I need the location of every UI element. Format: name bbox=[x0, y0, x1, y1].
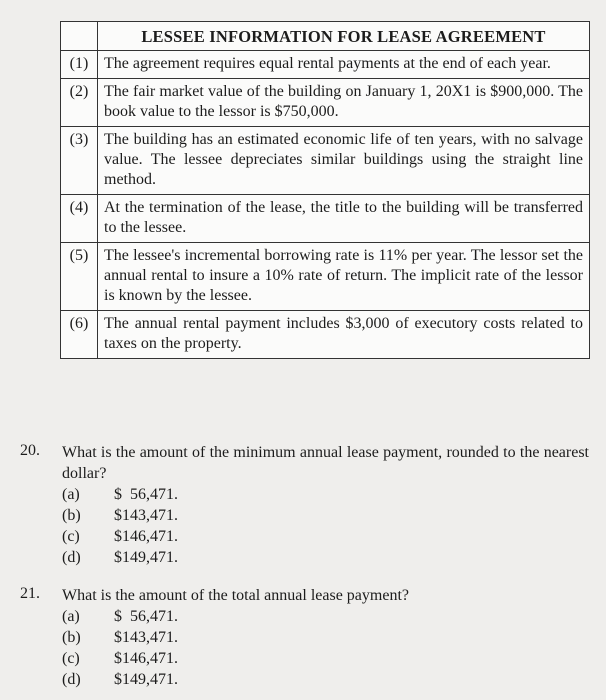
option-letter: (a) bbox=[62, 486, 80, 503]
answer-option bbox=[62, 526, 178, 547]
row-number: (5) bbox=[61, 243, 98, 311]
row-text: The annual rental payment includes $3,000 of executory costs related to taxes on the property. bbox=[98, 311, 590, 359]
option-letter: (d) bbox=[62, 549, 81, 566]
row-number: (6) bbox=[61, 311, 98, 359]
table-header-row bbox=[61, 22, 590, 51]
option-letter: (a) bbox=[62, 608, 80, 625]
question-number: 20. bbox=[20, 442, 40, 459]
row-text: The lessee's incremental borrowing rate is 11% per year. The lessor set the annual rental to insure a 10% rate of return. The implicit rate of the lessor is known by the lessee. bbox=[98, 243, 590, 311]
option-letter: (d) bbox=[62, 671, 81, 688]
option-value: $149,471. bbox=[114, 671, 178, 688]
option-value: $143,471. bbox=[114, 507, 178, 524]
table-row bbox=[61, 243, 590, 311]
answer-option bbox=[62, 627, 178, 648]
answer-option bbox=[62, 505, 178, 526]
answer-option bbox=[62, 547, 178, 568]
option-letter: (c) bbox=[62, 650, 80, 667]
row-text: The agreement requires equal rental payments at the end of each year. bbox=[98, 51, 590, 79]
table-header-blank-cell bbox=[61, 22, 98, 51]
table-row bbox=[61, 79, 590, 127]
option-value: $ 56,471. bbox=[114, 486, 178, 503]
row-text: The building has an estimated economic life of ten years, with no salvage value. The lessee depreciates similar buildings using the straight line method. bbox=[98, 127, 590, 195]
option-value: $143,471. bbox=[114, 629, 178, 646]
lessee-information-table bbox=[60, 21, 590, 359]
option-letter: (c) bbox=[62, 528, 80, 545]
option-letter: (b) bbox=[62, 629, 81, 646]
answer-option bbox=[62, 484, 178, 505]
option-value: $146,471. bbox=[114, 528, 178, 545]
option-value: $ 56,471. bbox=[114, 608, 178, 625]
question-text: What is the amount of the minimum annual lease payment, rounded to the nearest dollar? bbox=[62, 444, 589, 482]
table-title: LESSEE INFORMATION FOR LEASE AGREEMENT bbox=[98, 22, 590, 51]
option-value: $149,471. bbox=[114, 549, 178, 566]
row-number: (2) bbox=[61, 79, 98, 127]
option-letter: (b) bbox=[62, 507, 81, 524]
question-number: 21. bbox=[20, 585, 40, 602]
row-text: At the termination of the lease, the title to the building will be transferred to the lessee. bbox=[98, 195, 590, 243]
row-number: (4) bbox=[61, 195, 98, 243]
row-text: The fair market value of the building on January 1, 20X1 is $900,000. The book value to the lessor is $750,000. bbox=[98, 79, 590, 127]
row-number: (3) bbox=[61, 127, 98, 195]
table-row bbox=[61, 127, 590, 195]
answer-option bbox=[62, 648, 178, 669]
answer-option bbox=[62, 669, 178, 690]
answer-option bbox=[62, 606, 178, 627]
row-number: (1) bbox=[61, 51, 98, 79]
question-text: What is the amount of the total annual lease payment? bbox=[62, 587, 409, 604]
table-row bbox=[61, 51, 590, 79]
option-value: $146,471. bbox=[114, 650, 178, 667]
table-row bbox=[61, 311, 590, 359]
table-row bbox=[61, 195, 590, 243]
